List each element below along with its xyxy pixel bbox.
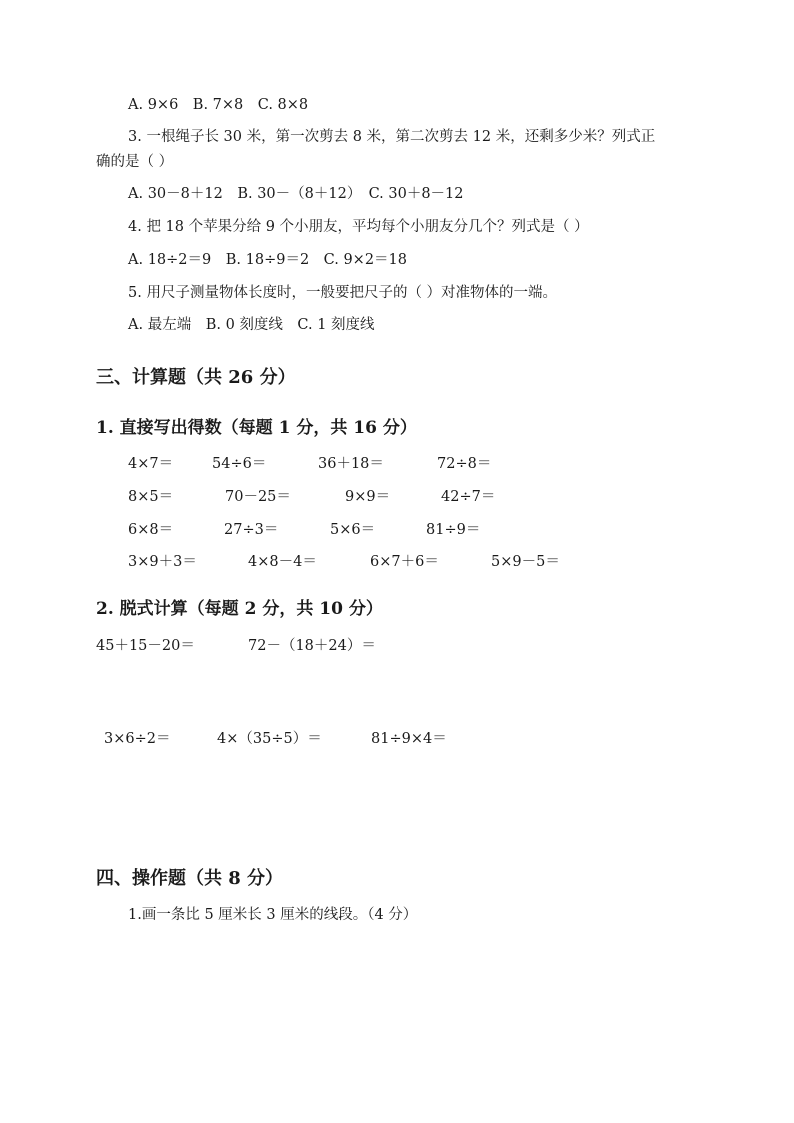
oral-item: 81÷9＝: [426, 522, 481, 538]
oral-item: 3×9＋3＝: [128, 554, 197, 570]
q3-stem-line2: 确的是（ ）: [96, 154, 174, 170]
q4-options: A. 18÷2＝9 B. 18÷9＝2 C. 9×2＝18: [128, 252, 408, 268]
oral-item: 9×9＝: [345, 489, 391, 505]
q5-options: A. 最左端 B. 0 刻度线 C. 1 刻度线: [128, 317, 375, 333]
oral-calc-title: 1. 直接写出得数（每题 1 分，共 16 分）: [96, 418, 417, 438]
q5-stem: 5. 用尺子测量物体长度时，一般要把尺子的（ ）对准物体的一端。: [128, 285, 558, 301]
oral-item: 4×7＝: [128, 456, 174, 472]
oral-item: 27÷3＝: [224, 522, 279, 538]
stepwise-calc-title: 2. 脱式计算（每题 2 分，共 10 分）: [96, 599, 383, 619]
q3-stem-line1: 3. 一根绳子长 30 米，第一次剪去 8 米，第二次剪去 12 米，还剩多少米？列式正: [128, 129, 656, 145]
oral-item: 5×9－5＝: [491, 554, 560, 570]
oral-item: 36＋18＝: [318, 456, 384, 472]
oral-item: 6×8＝: [128, 522, 174, 538]
oral-item: 72÷8＝: [437, 456, 492, 472]
section-3-title: 三、计算题（共 26 分）: [96, 367, 296, 388]
section-4-title: 四、操作题（共 8 分）: [96, 868, 284, 889]
oral-item: 42÷7＝: [441, 489, 496, 505]
q4-stem: 4. 把 18 个苹果分给 9 个小朋友，平均每个小朋友分几个？列式是（ ）: [128, 219, 589, 235]
q3-options: A. 30－8＋12 B. 30－（8＋12） C. 30＋8－12: [128, 186, 464, 202]
stepwise-item: 45＋15－20＝: [96, 638, 195, 654]
stepwise-item: 3×6÷2＝: [104, 731, 171, 747]
q2-options: A. 9×6 B. 7×8 C. 8×8: [128, 97, 309, 113]
stepwise-item: 81÷9×4＝: [371, 731, 447, 747]
oral-item: 70－25＝: [225, 489, 291, 505]
oral-item: 8×5＝: [128, 489, 174, 505]
oral-item: 54÷6＝: [212, 456, 267, 472]
oral-item: 6×7＋6＝: [370, 554, 439, 570]
operation-q1: 1.画一条比 5 厘米长 3 厘米的线段。（4 分）: [128, 907, 418, 923]
stepwise-item: 72－（18＋24）＝: [248, 638, 376, 654]
oral-item: 5×6＝: [330, 522, 376, 538]
oral-item: 4×8－4＝: [248, 554, 317, 570]
stepwise-item: 4×（35÷5）＝: [217, 731, 322, 747]
